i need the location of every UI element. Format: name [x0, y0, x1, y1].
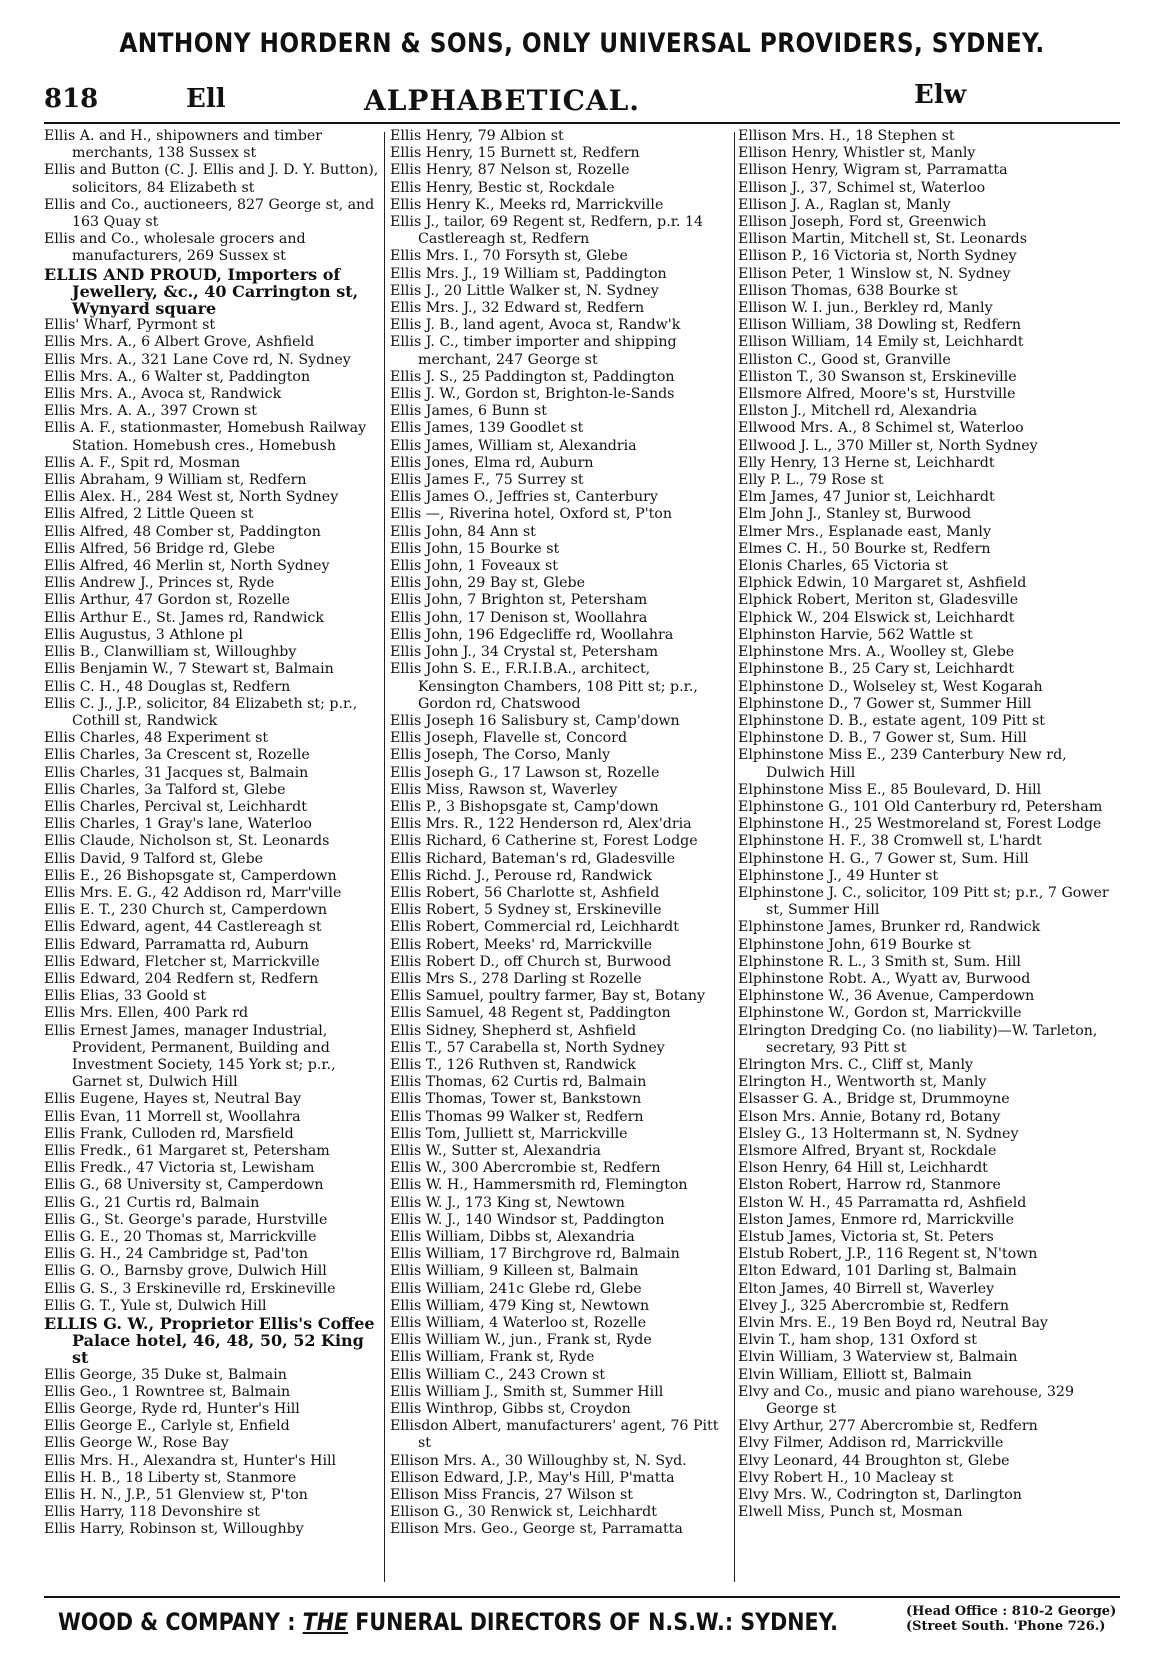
directory-entry: Elvin William, Elliott st, Balmain	[738, 1366, 972, 1383]
directory-entry: Ellis J. B., land agent, Avoca st, Randw'k	[390, 317, 681, 334]
directory-entry: Ellis C. J., J.P., solicitor, 84 Elizabeth st; p.r., Cothill st, Randwick	[44, 695, 358, 729]
directory-entry: Elmer Mrs., Esplanade east, Manly	[738, 523, 991, 540]
directory-entry: Ellis Henry, 79 Albion st	[390, 128, 564, 144]
page-number: 818	[44, 84, 99, 114]
directory-entry: Ellis Charles, Percival st, Leichhardt	[44, 798, 307, 815]
directory-entry: Elwell Miss, Punch st, Mosman	[738, 1504, 963, 1521]
directory-entry: Ellis William C., 243 Crown st	[390, 1366, 606, 1383]
directory-entry: Ellis Mrs. H., Alexandra st, Hunter's Hill	[44, 1452, 337, 1469]
directory-entry: Ellis George, 35 Duke st, Balmain	[44, 1366, 287, 1383]
directory-entry: Ellis G., 68 University st, Camperdown	[44, 1177, 324, 1194]
directory-entry: Ellis John J., 34 Crystal st, Petersham	[390, 644, 659, 661]
directory-entry: Elmes C. H., 50 Bourke st, Redfern	[738, 540, 991, 557]
directory-entry: Ellis Thomas 99 Walker st, Redfern	[390, 1108, 644, 1125]
directory-entry: Ellis John S. E., F.R.I.B.A., architect, Kensington Chambers, 108 Pitt st; p.r., Gordon rd, Chatswood	[390, 661, 698, 712]
directory-entry: Elphinstone D. B., estate agent, 109 Pitt st	[738, 712, 1046, 729]
directory-entry: Elphinstone Robt. A., Wyatt av, Burwood	[738, 970, 1031, 987]
directory-entry: Elphinstone John, 619 Bourke st	[738, 936, 971, 953]
directory-entry: Ellis Fredk., 47 Victoria st, Lewisham	[44, 1160, 315, 1177]
directory-entry: Ellis Joseph 16 Salisbury st, Camp'down	[390, 712, 680, 729]
directory-entry: Ellis James O., Jeffries st, Canterbury	[390, 489, 658, 506]
directory-entry: Ellis T., 57 Carabella st, North Sydney	[390, 1039, 665, 1056]
directory-entry: Ellis H. B., 18 Liberty st, Stanmore	[44, 1469, 297, 1486]
directory-column-3	[738, 128, 1124, 1583]
directory-entry: Ellis Harry, Robinson st, Willoughby	[44, 1521, 304, 1538]
directory-entry: Elonis Charles, 65 Victoria st	[738, 558, 948, 575]
directory-entry: Ellison Peter, 1 Winslow st, N. Sydney	[738, 265, 1011, 282]
directory-entry: Ellison Mrs. Geo., George st, Parramatta	[390, 1521, 683, 1538]
directory-entry: Elston W. H., 45 Parramatta rd, Ashfield	[738, 1194, 1027, 1211]
directory-entry: Ellis —, Riverina hotel, Oxford st, P'ton	[390, 506, 672, 523]
directory-entry: Ellis John, 7 Brighton st, Petersham	[390, 592, 648, 609]
directory-entry: Ellis Charles, 3a Talford st, Glebe	[44, 781, 286, 798]
footer-the: THE	[302, 1608, 349, 1636]
directory-entry: Elston Robert, Harrow rd, Stanmore	[738, 1177, 1001, 1194]
directory-entry: Ellis Winthrop, Gibbs st, Croydon	[390, 1401, 631, 1418]
directory-entry: Elphinstone Mrs. A., Woolley st, Glebe	[738, 644, 1015, 661]
directory-entry: Ellison G., 30 Renwick st, Leichhardt	[390, 1504, 657, 1521]
directory-entry: Ellis Arthur, 47 Gordon st, Rozelle	[44, 592, 291, 609]
directory-entry: Ellis Sidney, Shepherd st, Ashfield	[390, 1022, 637, 1039]
directory-entry: Ellis Mrs. A. A., 397 Crown st	[44, 403, 257, 420]
directory-entry: Ellis Samuel, poultry farmer, Bay st, Botany	[390, 988, 706, 1005]
directory-entry: Ellis Arthur E., St. James rd, Randwick	[44, 609, 324, 626]
directory-entry: Ellis W. J., 140 Windsor st, Paddington	[390, 1211, 665, 1228]
directory-entry: Elton James, 40 Birrell st, Waverley	[738, 1280, 995, 1297]
directory-entry: Elvin Mrs. E., 19 Ben Boyd rd, Neutral Bay	[738, 1315, 1048, 1332]
directory-entry: Elphinstone Miss E., 85 Boulevard, D. Hill	[738, 781, 1042, 798]
directory-entry: Ellis George, Ryde rd, Hunter's Hill	[44, 1401, 300, 1418]
directory-entry: Ellis Edward, Fletcher st, Marrickville	[44, 953, 320, 970]
directory-entry: Ellis Thomas, 62 Curtis rd, Balmain	[390, 1074, 647, 1091]
directory-entry: Ellwood J. L., 370 Miller st, North Sydney	[738, 437, 1038, 454]
directory-entry: Ellston J., Mitchell rd, Alexandria	[738, 403, 978, 420]
directory-entry: Elvy and Co., music and piano warehouse, 329 George st	[738, 1383, 1074, 1418]
directory-entry: Ellis Mrs. R., 122 Henderson rd, Alex'dria	[390, 816, 692, 833]
directory-entry: Ellis Charles, 3a Crescent st, Rozelle	[44, 747, 310, 764]
directory-entry: Ellis Evan, 11 Morrell st, Woollahra	[44, 1108, 301, 1125]
directory-entry: Elstub Robert, J.P., 116 Regent st, N'town	[738, 1246, 1038, 1263]
directory-entry: Elphinstone W., Gordon st, Marrickville	[738, 1005, 1022, 1022]
directory-entry: Elly P. L., 79 Rose st	[738, 472, 884, 489]
directory-entry: Elphinstone G., 101 Old Canterbury rd, Petersham	[738, 798, 1103, 815]
directory-entry: Ellsmore Alfred, Moore's st, Hurstville	[738, 386, 1016, 403]
directory-entry: Elsmore Alfred, Bryant st, Rockdale	[738, 1142, 997, 1159]
directory-entry: Ellison Thomas, 638 Bourke st	[738, 282, 958, 299]
directory-entry: Elphinstone D., Wolseley st, West Kogarah	[738, 678, 1043, 695]
directory-entry: Ellis G. E., 20 Thomas st, Marrickville	[44, 1229, 317, 1245]
directory-entry: Ellis Alfred, 56 Bridge rd, Glebe	[44, 540, 276, 557]
directory-entry: Ellis John, 29 Bay st, Glebe	[390, 575, 586, 592]
directory-entry: Ellis Henry, 87 Nelson st, Rozelle	[390, 162, 630, 179]
directory-entry: Elvin William, 3 Waterview st, Balmain	[738, 1349, 1018, 1366]
directory-entry: Ellis Charles, 1 Gray's lane, Waterloo	[44, 816, 312, 833]
directory-entry: Ellis William, Dibbs st, Alexandria	[390, 1229, 635, 1245]
column-divider	[384, 132, 385, 1582]
directory-entry: Ellis Joseph, Flavelle st, Concord	[390, 730, 628, 747]
directory-entry: Elrington Dredging Co. (no liability)—W. Tarleton, secretary, 93 Pitt st	[738, 1022, 1098, 1056]
directory-entry: Ellis Richard, 6 Catherine st, Forest Lodge	[390, 833, 698, 850]
directory-entry: Elston James, Enmore rd, Marrickville	[738, 1211, 1015, 1228]
directory-entry: Ellis Mrs. J., 19 William st, Paddington	[390, 265, 667, 282]
directory-entry: Ellison Mrs. H., 18 Stephen st	[738, 128, 955, 144]
directory-entry: Ellis W. H., Hammersmith rd, Flemington	[390, 1177, 688, 1194]
directory-entry: Elphinstone H., 25 Westmoreland st, Forest Lodge	[738, 816, 1102, 833]
directory-entry: Ellis Robert, 56 Charlotte st, Ashfield	[390, 884, 660, 901]
directory-entry: Ellis John, 15 Bourke st	[390, 540, 560, 557]
directory-entry: Ellis Henry, 15 Burnett st, Redfern	[390, 145, 640, 162]
directory-entry: Ellis Richd. J., Perouse rd, Randwick	[390, 867, 653, 884]
directory-entry: Elrington Mrs. C., Cliff st, Manly	[738, 1056, 974, 1073]
directory-entry: Ellison Henry, Wigram st, Parramatta	[738, 162, 1008, 179]
directory-entry: ELLIS AND PROUD, Importers of Jewellery, &c., 40 Carrington st, Wynyard square	[44, 264, 359, 319]
directory-entry: Ellis E., 26 Bishopsgate st, Camperdown	[44, 867, 337, 884]
directory-entry: Ellison J. A., Raglan st, Manly	[738, 196, 951, 213]
directory-entry: Ellis Frank, Culloden rd, Marsfield	[44, 1125, 294, 1142]
footer-tagline: FUNERAL DIRECTORS OF N.S.W.: SYDNEY.	[348, 1608, 838, 1636]
directory-entry: Ellis Mrs. A., 6 Walter st, Paddington	[44, 368, 311, 385]
directory-entry: Elphinstone H. F., 38 Cromwell st, L'hardt	[738, 833, 1042, 850]
directory-entry: Ellison Miss Francis, 27 Wilson st	[390, 1487, 634, 1504]
directory-entry: Ellis Robert, Commercial rd, Leichhardt	[390, 919, 679, 936]
directory-entry: Ellwood Mrs. A., 8 Schimel st, Waterloo	[738, 420, 1024, 437]
directory-entry: Ellis G. S., 3 Erskineville rd, Erskineville	[44, 1280, 336, 1297]
directory-entry: Elphinstone James, Brunker rd, Randwick	[738, 919, 1041, 936]
directory-entry: Ellis William, 17 Birchgrove rd, Balmain	[390, 1246, 680, 1263]
directory-entry: Ellis W., 300 Abercrombie st, Redfern	[390, 1160, 661, 1177]
directory-entry: Elphick W., 204 Elswick st, Leichhardt	[738, 609, 1015, 626]
footer-office-line-1: (Head Office : 810-2 George)	[906, 1604, 1117, 1619]
directory-entry: Elton Edward, 101 Darling st, Balmain	[738, 1263, 1017, 1280]
directory-entry: Ellison P., 16 Victoria st, North Sydney	[738, 248, 1017, 265]
directory-entry: Ellis Alfred, 46 Merlin st, North Sydney	[44, 558, 330, 575]
directory-entry: Ellis Henry, Bestic st, Rockdale	[390, 179, 615, 196]
directory-entry: Ellis Mrs. A., Avoca st, Randwick	[44, 386, 282, 403]
directory-entry: Elvy Mrs. W., Codrington st, Darlington	[738, 1487, 1022, 1504]
footer-office	[906, 1604, 1116, 1634]
directory-entry: Ellison J., 37, Schimel st, Waterloo	[738, 179, 986, 196]
directory-entry: Ellis Thomas, Tower st, Bankstown	[390, 1091, 642, 1108]
directory-entry: Elstub James, Victoria st, St. Peters	[738, 1229, 994, 1245]
directory-entry: Elliston C., Good st, Granville	[738, 351, 951, 368]
directory-entry: Ellis Harry, 118 Devonshire st	[44, 1504, 260, 1521]
directory-entry: Elphinstone D., 7 Gower st, Summer Hill	[738, 695, 1032, 712]
directory-entry: Ellis James, 139 Goodlet st	[390, 420, 584, 437]
directory-entry: Elphinstone B., 25 Cary st, Leichhardt	[738, 661, 1015, 678]
page-title: ALPHABETICAL.	[364, 84, 641, 117]
directory-entry: Elphick Robert, Meriton st, Gladesville	[738, 592, 1019, 609]
directory-entry: Elphinstone J. C., solicitor, 109 Pitt st; p.r., 7 Gower st, Summer Hill	[738, 884, 1109, 919]
directory-entry: Ellison W. I. jun., Berkley rd, Manly	[738, 300, 993, 317]
directory-entry: Elvy Leonard, 44 Broughton st, Glebe	[738, 1452, 1010, 1469]
directory-entry: Elsasser G. A., Bridge st, Drummoyne	[738, 1091, 1010, 1108]
directory-entry: Ellis William, 9 Killeen st, Balmain	[390, 1263, 639, 1280]
directory-entry: Ellis Alex. H., 284 West st, North Sydney	[44, 489, 339, 506]
directory-entry: Elphinstone J., 49 Hunter st	[738, 867, 939, 884]
directory-entry: Ellis A. and H., shipowners and timber merchants, 138 Sussex st	[44, 128, 323, 162]
directory-entry: Ellis William, 4 Waterloo st, Rozelle	[390, 1315, 647, 1332]
directory-entry: Ellis J., tailor, 69 Regent st, Redfern, p.r. 14 Castlereagh st, Redfern	[390, 214, 703, 248]
directory-entry: Ellis Robert D., off Church st, Burwood	[390, 953, 672, 970]
directory-columns	[44, 128, 1124, 1596]
directory-entry: Elvy Robert H., 10 Macleay st	[738, 1469, 954, 1486]
page-header	[44, 80, 1120, 120]
directory-entry: Ellis John, 196 Edgecliffe rd, Woollahra	[390, 626, 674, 643]
directory-entry: Ellis James F., 75 Surrey st	[390, 472, 584, 489]
directory-entry: Ellis Augustus, 3 Athlone pl	[44, 626, 243, 643]
directory-entry: Elphick Edwin, 10 Margaret st, Ashfield	[738, 575, 1027, 592]
directory-entry: Ellis H. N., J.P., 51 Glenview st, P'ton	[44, 1487, 308, 1504]
directory-entry: Elliston T., 30 Swanson st, Erskineville	[738, 368, 1017, 385]
directory-entry: Ellison William, 14 Emily st, Leichhardt	[738, 334, 1024, 351]
directory-entry: Ellis Jones, Elma rd, Auburn	[390, 454, 594, 471]
directory-entry: Ellis Mrs. I., 70 Forsyth st, Glebe	[390, 248, 628, 265]
left-guide-word: Ell	[186, 84, 226, 114]
directory-entry: Ellis A. F., stationmaster, Homebush Railway Station. Homebush cres., Homebush	[44, 420, 367, 454]
directory-entry: Ellis and Co., auctioneers, 827 George st, and 163 Quay st	[44, 196, 375, 231]
directory-entry: Elvey J., 325 Abercrombie st, Redfern	[738, 1297, 1010, 1314]
directory-entry: Ellis George E., Carlyle st, Enfield	[44, 1418, 290, 1435]
directory-entry: Ellis Fredk., 61 Margaret st, Petersham	[44, 1142, 330, 1159]
directory-entry: Ellis Alfred, 2 Little Queen st	[44, 506, 254, 523]
footer-office-line-2: (Street South. 'Phone 726.)	[906, 1619, 1106, 1634]
directory-entry: Ellis William W., jun., Frank st, Ryde	[390, 1332, 652, 1349]
directory-entry: Ellis William, 479 King st, Newtown	[390, 1297, 650, 1314]
directory-entry: Ellis James, William st, Alexandria	[390, 437, 637, 454]
directory-entry: Ellis Abraham, 9 William st, Redfern	[44, 472, 307, 489]
directory-entry: Ellis W. J., 173 King st, Newtown	[390, 1194, 625, 1211]
directory-entry: Ellis Mrs. A., 6 Albert Grove, Ashfield	[44, 334, 315, 351]
directory-entry: Ellis P., 3 Bishopsgate st, Camp'down	[390, 798, 659, 815]
directory-entry: Ellis G., 21 Curtis rd, Balmain	[44, 1194, 260, 1211]
directory-entry: Ellis T., 126 Ruthven st, Randwick	[390, 1056, 636, 1073]
footer-company: WOOD & COMPANY :	[58, 1608, 303, 1636]
directory-entry: Ellis Claude, Nicholson st, St. Leonards	[44, 833, 330, 850]
directory-entry: Ellis G. H., 24 Cambridge st, Pad'ton	[44, 1246, 309, 1263]
directory-entry: Ellis Joseph G., 17 Lawson st, Rozelle	[390, 764, 660, 781]
directory-entry: Ellis William, Frank st, Ryde	[390, 1349, 595, 1366]
directory-entry: Ellis J. S., 25 Paddington st, Paddington	[390, 368, 675, 385]
directory-entry: Elphinstone Miss E., 239 Canterbury New rd, Dulwich Hill	[738, 747, 1067, 781]
footer-rule	[44, 1596, 1120, 1598]
directory-entry: Ellis Henry K., Meeks rd, Marrickville	[390, 196, 664, 213]
directory-entry: Elson Henry, 64 Hill st, Leichhardt	[738, 1160, 988, 1177]
directory-entry: Elvy Filmer, Addison rd, Marrickville	[738, 1435, 1004, 1452]
directory-entry: Ellis Edward, 204 Redfern st, Redfern	[44, 970, 319, 987]
directory-entry: Ellis Samuel, 48 Regent st, Paddington	[390, 1005, 671, 1022]
directory-entry: Ellis Geo., 1 Rowntree st, Balmain	[44, 1383, 291, 1400]
directory-entry: Ellis G. O., Barnsby grove, Dulwich Hill	[44, 1263, 327, 1280]
directory-entry: Ellis Richard, Bateman's rd, Gladesville	[390, 850, 676, 867]
directory-entry: Ellis William J., Smith st, Summer Hill	[390, 1383, 664, 1400]
directory-entry: Ellis Mrs. E. G., 42 Addison rd, Marr'ville	[44, 884, 342, 901]
directory-entry: Ellis J. W., Gordon st, Brighton-le-Sands	[390, 386, 675, 403]
directory-entry: Ellis Benjamin W., 7 Stewart st, Balmain	[44, 661, 334, 678]
directory-entry: Ellis G., St. George's parade, Hurstville	[44, 1211, 328, 1228]
directory-entry: Ellis W., Sutter st, Alexandria	[390, 1142, 601, 1159]
directory-entry: Ellison William, 38 Dowling st, Redfern	[738, 317, 1022, 334]
directory-entry: Ellis Ernest James, manager Industrial, Provident, Permanent, Building and Investment Society, 145 York st; p.r., Garnet st, Dulwich Hill	[44, 1022, 336, 1091]
directory-entry: Ellis and Co., wholesale grocers and manufacturers, 269 Sussex st	[44, 231, 306, 265]
right-guide-word: Elw	[914, 80, 967, 110]
header-rule	[44, 122, 1120, 124]
directory-entry: Ellis Robert, Meeks' rd, Marrickville	[390, 936, 653, 953]
directory-entry: Ellis Mrs. Ellen, 400 Park rd	[44, 1005, 249, 1022]
directory-entry: Elm John J., Stanley st, Burwood	[738, 506, 972, 523]
directory-entry: Elrington H., Wentworth st, Manly	[738, 1074, 987, 1091]
directory-entry: Ellis Charles, 31 Jacques st, Balmain	[44, 764, 309, 781]
directory-entry: Ellis Mrs. J., 32 Edward st, Redfern	[390, 300, 645, 317]
directory-entry: Ellis William, 241c Glebe rd, Glebe	[390, 1280, 642, 1297]
directory-entry: Elphinstone H. G., 7 Gower st, Sum. Hill	[738, 850, 1029, 867]
directory-entry: Elphinstone R. L., 3 Smith st, Sum. Hill	[738, 953, 1021, 970]
directory-entry: Ellis Elias, 33 Goold st	[44, 988, 207, 1005]
directory-entry: Ellis E. T., 230 Church st, Camperdown	[44, 902, 328, 919]
directory-entry: Ellis Andrew J., Princes st, Ryde	[44, 575, 275, 592]
directory-entry: Ellis John, 84 Ann st	[390, 523, 536, 540]
directory-entry: Elsley G., 13 Holtermann st, N. Sydney	[738, 1125, 1019, 1142]
directory-entry: Elvin T., ham shop, 131 Oxford st	[738, 1332, 977, 1349]
directory-entry: Ellison Joseph, Ford st, Greenwich	[738, 214, 987, 231]
directory-entry: Ellis C. H., 48 Douglas st, Redfern	[44, 678, 291, 695]
directory-entry: Ellis John, 1 Foveaux st	[390, 558, 558, 575]
directory-entry: Ellis Mrs. A., 321 Lane Cove rd, N. Sydney	[44, 351, 351, 368]
directory-entry: Ellis Alfred, 48 Comber st, Paddington	[44, 523, 321, 540]
directory-entry: Elvy Arthur, 277 Abercrombie st, Redfern	[738, 1418, 1038, 1435]
directory-entry: Ellis J., 20 Little Walker st, N. Sydney	[390, 282, 659, 299]
directory-entry: Elson Mrs. Annie, Botany rd, Botany	[738, 1108, 1001, 1125]
directory-entry: Ellis G. T., Yule st, Dulwich Hill	[44, 1297, 267, 1314]
directory-entry: Ellis Mrs S., 278 Darling st Rozelle	[390, 970, 642, 987]
directory-entry: Ellis Tom, Julliett st, Marrickville	[390, 1125, 628, 1142]
directory-entry: Elphinstone W., 36 Avenue, Camperdown	[738, 988, 1035, 1005]
directory-entry: Ellis Charles, 48 Experiment st	[44, 730, 269, 747]
directory-entry: Ellison Martin, Mitchell st, St. Leonards	[738, 231, 1027, 248]
directory-entry: Ellis Miss, Rawson st, Waverley	[390, 781, 618, 798]
directory-entry: Ellison Mrs. A., 30 Willoughby st, N. Syd.	[390, 1452, 687, 1469]
directory-column-1	[44, 128, 380, 1583]
directory-entry: Ellison Edward, J.P., May's Hill, P'matta	[390, 1469, 675, 1486]
directory-entry: Ellis Edward, agent, 44 Castlereagh st	[44, 919, 322, 936]
directory-entry: Elphinston Harvie, 562 Wattle st	[738, 626, 973, 643]
directory-entry: Ellisdon Albert, manufacturers' agent, 76 Pitt st	[390, 1418, 719, 1452]
advertising-banner: ANTHONY HORDERN & SONS, ONLY UNIVERSAL PROVIDERS, SYDNEY.	[119, 28, 1045, 59]
directory-entry: Elly Henry, 13 Herne st, Leichhardt	[738, 454, 995, 471]
directory-entry: ELLIS G. W., Proprietor Ellis's Coffee Palace hotel, 46, 48, 50, 52 King st	[44, 1314, 375, 1368]
directory-entry: Ellis James, 6 Bunn st	[390, 403, 547, 420]
column-divider	[734, 132, 735, 1582]
directory-entry: Elm James, 47 Junior st, Leichhardt	[738, 489, 995, 506]
directory-entry: Ellis Eugene, Hayes st, Neutral Bay	[44, 1091, 302, 1108]
directory-entry: Ellis Robert, 5 Sydney st, Erskineville	[390, 902, 662, 919]
directory-entry: Ellis Joseph, The Corso, Manly	[390, 747, 611, 764]
directory-entry: Ellis and Button (C. J. Ellis and J. D. Y. Button), solicitors, 84 Elizabeth st	[44, 162, 379, 196]
directory-entry: Elphinstone D. B., 7 Gower st, Sum. Hill	[738, 730, 1027, 747]
footer-advert	[58, 1608, 838, 1636]
directory-entry: Ellis Edward, Parramatta rd, Auburn	[44, 936, 309, 953]
directory-entry: Ellis J. C., timber importer and shipping merchant, 247 George st	[390, 334, 677, 368]
directory-entry: Ellison Henry, Whistler st, Manly	[738, 145, 976, 162]
directory-entry: Ellis B., Clanwilliam st, Willoughby	[44, 644, 297, 661]
directory-entry: Ellis' Wharf, Pyrmont st	[44, 317, 216, 334]
directory-entry: Ellis David, 9 Talford st, Glebe	[44, 850, 264, 867]
directory-entry: Ellis A. F., Spit rd, Mosman	[44, 454, 241, 471]
directory-column-2	[390, 128, 730, 1583]
directory-entry: Ellis John, 17 Denison st, Woollahra	[390, 609, 648, 626]
directory-entry: Ellis George W., Rose Bay	[44, 1435, 229, 1452]
